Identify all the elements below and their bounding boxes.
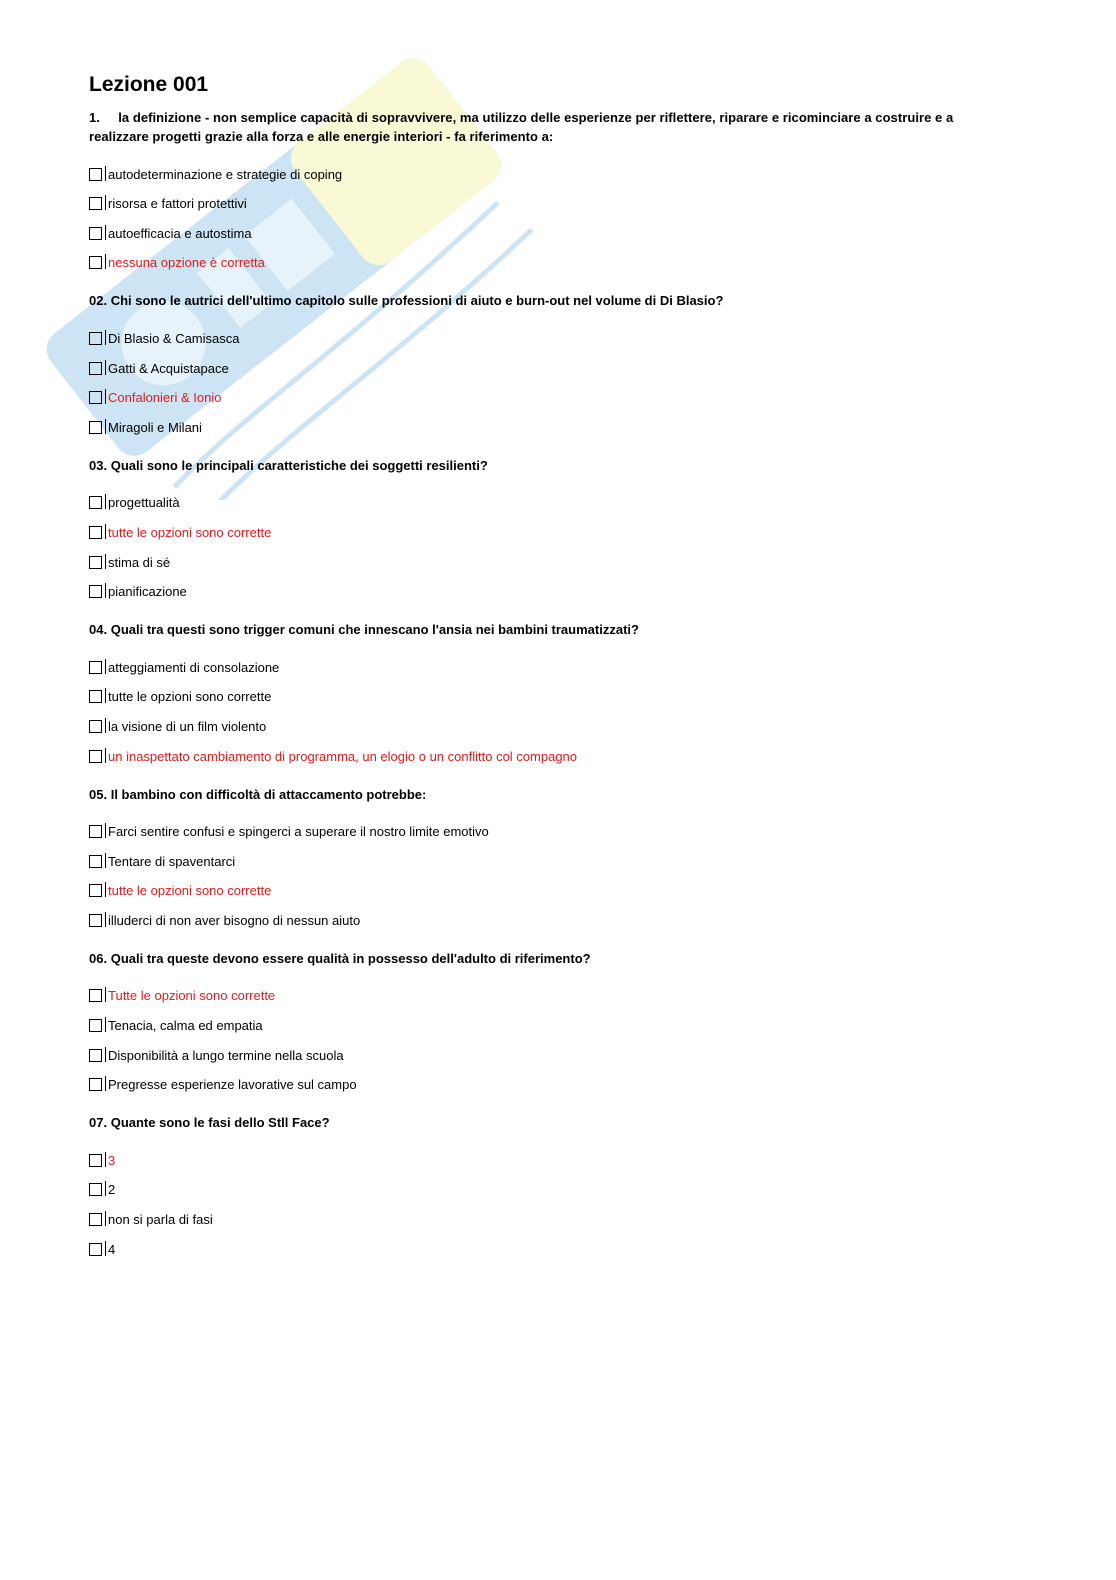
checkbox-icon[interactable]: [89, 1078, 102, 1091]
answer-label: Confalonieri & Ionio: [108, 390, 222, 406]
checkbox-divider: [105, 494, 106, 509]
answer-label: un inaspettato cambiamento di programma, un elogio o un conflitto col compagno: [108, 748, 578, 764]
question-block: [89, 1113, 989, 1258]
checkbox-divider: [105, 1152, 106, 1167]
answer-label: non si parla di fasi: [108, 1212, 213, 1228]
question-text: [89, 1113, 989, 1132]
checkbox-icon[interactable]: [89, 690, 102, 703]
question-text: [89, 949, 989, 968]
answer-option[interactable]: [89, 812, 989, 842]
checkbox-icon[interactable]: [89, 1243, 102, 1256]
answer-option[interactable]: [89, 677, 989, 707]
checkbox-icon[interactable]: [89, 1019, 102, 1032]
checkbox-icon[interactable]: [89, 168, 102, 181]
question-number: 04.: [89, 622, 108, 638]
question-block: [89, 456, 989, 601]
question-number: 02.: [89, 293, 108, 309]
answer-label: risorsa e fattori protettivi: [108, 196, 247, 212]
checkbox-divider: [105, 554, 106, 569]
question-block: [89, 620, 989, 765]
answer-label: autodeterminazione e strategie di coping: [108, 166, 343, 182]
answer-option[interactable]: [89, 572, 989, 602]
checkbox-divider: [105, 1211, 106, 1226]
checkbox-divider: [105, 1076, 106, 1091]
checkbox-divider: [105, 1047, 106, 1062]
answer-label: Disponibilità a lungo termine nella scuola: [108, 1047, 344, 1063]
answer-label: Pregresse esperienze lavorative sul campo: [108, 1077, 357, 1093]
answer-option[interactable]: [89, 348, 989, 378]
checkbox-divider: [105, 987, 106, 1002]
answer-option[interactable]: [89, 378, 989, 408]
checkbox-icon[interactable]: [89, 914, 102, 927]
checkbox-divider: [105, 254, 106, 269]
quiz-page: [89, 72, 989, 1278]
checkbox-divider: [105, 419, 106, 434]
answer-option[interactable]: [89, 1035, 989, 1065]
checkbox-divider: [105, 748, 106, 763]
checkbox-icon[interactable]: [89, 989, 102, 1002]
checkbox-divider: [105, 718, 106, 733]
answer-option[interactable]: [89, 871, 989, 901]
answer-option[interactable]: [89, 1199, 989, 1229]
question-block: [89, 785, 989, 930]
answer-option[interactable]: [89, 407, 989, 437]
checkbox-icon[interactable]: [89, 884, 102, 897]
question-block: [89, 949, 989, 1094]
answer-label: la visione di un film violento: [108, 718, 267, 734]
checkbox-icon[interactable]: [89, 362, 102, 375]
question-number: 1.: [89, 110, 100, 125]
question-text: [89, 785, 989, 804]
checkbox-icon[interactable]: [89, 855, 102, 868]
question-text: [89, 108, 989, 146]
checkbox-icon[interactable]: [89, 227, 102, 240]
checkbox-icon[interactable]: [89, 526, 102, 539]
question-body: Quali tra queste devono essere qualità in possesso dell'adulto di riferimento?: [110, 950, 591, 966]
checkbox-icon[interactable]: [89, 1049, 102, 1062]
checkbox-divider: [105, 1017, 106, 1032]
checkbox-divider: [105, 912, 106, 927]
checkbox-divider: [105, 524, 106, 539]
checkbox-icon[interactable]: [89, 750, 102, 763]
question-list: [89, 108, 989, 1259]
answer-label: Tentare di spaventarci: [108, 853, 236, 869]
checkbox-icon[interactable]: [89, 720, 102, 733]
answer-label: progettualità: [108, 495, 180, 511]
checkbox-icon[interactable]: [89, 332, 102, 345]
answer-label: Tenacia, calma ed empatia: [108, 1018, 263, 1034]
answer-option[interactable]: [89, 900, 989, 930]
checkbox-divider: [105, 389, 106, 404]
answer-option[interactable]: [89, 736, 989, 766]
answer-option[interactable]: [89, 154, 989, 184]
question-body: Quali sono le principali caratteristiche dei soggetti resilienti?: [110, 457, 488, 473]
checkbox-divider: [105, 195, 106, 210]
checkbox-divider: [105, 882, 106, 897]
checkbox-divider: [105, 166, 106, 181]
question-body: Chi sono le autrici dell'ultimo capitolo sulle professioni di aiuto e burn-out nel volume di Di Blasio?: [110, 293, 724, 309]
answer-option[interactable]: [89, 483, 989, 513]
answer-option[interactable]: [89, 841, 989, 871]
question-block: [89, 108, 989, 272]
checkbox-divider: [105, 225, 106, 240]
answer-label: autoefficacia e autostima: [108, 225, 252, 241]
answer-option[interactable]: [89, 318, 989, 348]
checkbox-divider: [105, 330, 106, 345]
answer-label: tutte le opzioni sono corrette: [108, 524, 272, 540]
checkbox-divider: [105, 823, 106, 838]
answer-option[interactable]: [89, 213, 989, 243]
question-text: [89, 291, 989, 310]
question-body: Quali tra questi sono trigger comuni che innescano l'ansia nei bambini traumatizzati?: [110, 622, 639, 638]
question-body: Il bambino con difficoltà di attaccamento potrebbe:: [110, 786, 427, 802]
question-number: 05.: [89, 786, 108, 802]
question-number: 03.: [89, 457, 108, 473]
answer-option[interactable]: [89, 1170, 989, 1200]
answer-label: 2: [108, 1182, 116, 1198]
checkbox-icon[interactable]: [89, 391, 102, 404]
answer-option[interactable]: [89, 542, 989, 572]
checkbox-icon[interactable]: [89, 496, 102, 509]
checkbox-icon[interactable]: [89, 556, 102, 569]
answer-label: Tutte le opzioni sono corrette: [108, 988, 276, 1004]
answer-label: Gatti & Acquistapace: [108, 360, 229, 376]
checkbox-divider: [105, 1181, 106, 1196]
answer-option[interactable]: [89, 512, 989, 542]
answer-option[interactable]: [89, 706, 989, 736]
answer-option[interactable]: [89, 1005, 989, 1035]
answer-label: Miragoli e Milani: [108, 419, 202, 435]
question-text: [89, 456, 989, 475]
checkbox-divider: [105, 360, 106, 375]
answer-option[interactable]: [89, 976, 989, 1006]
checkbox-icon[interactable]: [89, 197, 102, 210]
answer-option[interactable]: [89, 1065, 989, 1095]
question-number: 06.: [89, 950, 108, 966]
checkbox-icon[interactable]: [89, 661, 102, 674]
checkbox-icon[interactable]: [89, 1213, 102, 1226]
question-block: [89, 291, 989, 436]
checkbox-divider: [105, 659, 106, 674]
answer-label: stima di sé: [108, 554, 171, 570]
answer-label: 3: [108, 1152, 116, 1168]
answer-label: nessuna opzione è corretta: [108, 255, 265, 271]
question-body: la definizione - non semplice capacità di sopravvivere, ma utilizzo delle esperienze per riflettere, riparare e ricominciare a costruire e a realizzare progetti grazie alla forza e alle energie interiori - fa riferimento a:: [89, 110, 954, 144]
checkbox-icon[interactable]: [89, 421, 102, 434]
checkbox-divider: [105, 853, 106, 868]
answer-option[interactable]: [89, 1140, 989, 1170]
lesson-title: Lezione 001: [89, 73, 209, 96]
checkbox-divider: [105, 1241, 106, 1256]
answer-option[interactable]: [89, 184, 989, 214]
checkbox-divider: [105, 583, 106, 598]
answer-label: tutte le opzioni sono corrette: [108, 689, 272, 705]
answer-label: tutte le opzioni sono corrette: [108, 883, 272, 899]
answer-label: Farci sentire confusi e spingerci a superare il nostro limite emotivo: [108, 824, 489, 840]
checkbox-icon[interactable]: [89, 825, 102, 838]
answer-option[interactable]: [89, 1229, 989, 1259]
answer-label: atteggiamenti di consolazione: [108, 659, 280, 675]
question-text: [89, 620, 989, 639]
question-body: Quante sono le fasi dello Stll Face?: [110, 1115, 330, 1131]
answer-label: Di Blasio & Camisasca: [108, 330, 240, 346]
checkbox-icon[interactable]: [89, 585, 102, 598]
checkbox-icon[interactable]: [89, 256, 102, 269]
answer-option[interactable]: [89, 647, 989, 677]
checkbox-divider: [105, 688, 106, 703]
checkbox-icon[interactable]: [89, 1154, 102, 1167]
checkbox-icon[interactable]: [89, 1183, 102, 1196]
answer-option[interactable]: [89, 243, 989, 273]
answer-label: illuderci di non aver bisogno di nessun aiuto: [108, 912, 361, 928]
answer-label: pianificazione: [108, 584, 187, 600]
answer-label: 4: [108, 1241, 116, 1257]
question-number: 07.: [89, 1115, 108, 1131]
